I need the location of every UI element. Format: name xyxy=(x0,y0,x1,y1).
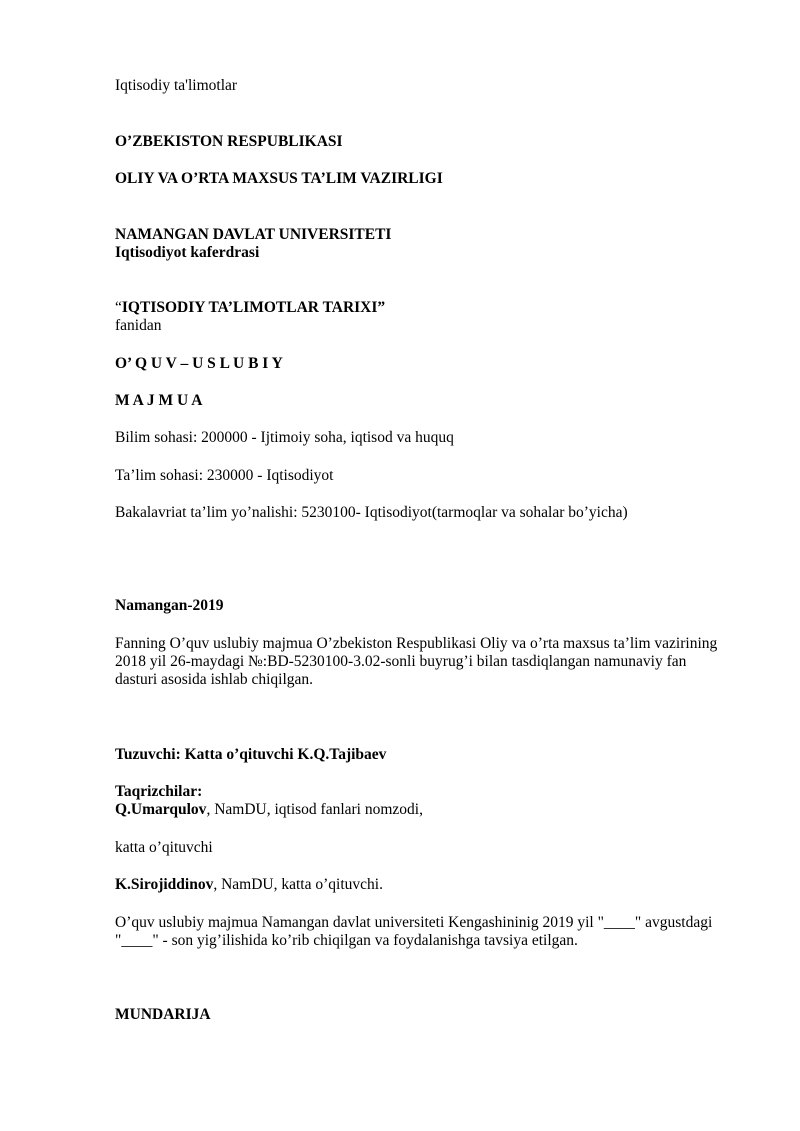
reviewer-1 xyxy=(115,801,423,819)
approval-note-line: Fanning O’quv uslubiy majmua O’zbekiston Respublikasi Oliy va o’rta maxsus ta’lim vazirining xyxy=(115,635,718,652)
doc-type-line-1: O’ Q U V – U S L U B I Y xyxy=(115,355,283,372)
subject-title xyxy=(115,299,385,317)
reviewer-1-name: Q.Umarqulov xyxy=(115,801,207,818)
reviewer-2 xyxy=(115,876,383,894)
reviewers-heading: Taqrizchilar: xyxy=(115,783,203,800)
department-name: Iqtisodiyot kaferdrasi xyxy=(115,244,260,261)
contents-heading: MUNDARIJA xyxy=(115,1006,211,1023)
doc-type-line-2: M A J M U A xyxy=(115,392,203,409)
subject-open-quote: “ xyxy=(115,299,122,316)
council-note-line: O’quv uslubiy majmua Namangan davlat universiteti Kengashininig 2019 yil "____" avgustdagi xyxy=(115,914,713,931)
council-note-line: "____" - son yig’ilishida ko’rib chiqilgan va foydalanishga tavsiya etilgan. xyxy=(115,932,578,949)
approval-note-line: 2018 yil 26-maydagi №:BD-5230100-3.02-sonli buyrug’i bilan tasdiqlangan namunaviy fan xyxy=(115,653,687,670)
reviewer-2-name: K.Sirojiddinov xyxy=(115,876,214,893)
subject-name: IQTISODIY TA’LIMOTLAR TARIXI” xyxy=(121,299,386,316)
education-area: Ta’lim sohasi: 230000 - Iqtisodiyot xyxy=(115,467,334,484)
republic-name: O’ZBEKISTON RESPUBLIKASI xyxy=(115,133,343,150)
running-title: Iqtisodiy ta'limotlar xyxy=(115,77,238,94)
reviewer-1-details: , NamDU, iqtisod fanlari nomzodi, xyxy=(206,801,423,818)
bachelor-direction: Bakalavriat ta’lim yo’nalishi: 5230100- Iqtisodiyot(tarmoqlar va sohalar bo’yicha) xyxy=(115,504,628,521)
place-year: Namangan-2019 xyxy=(115,597,224,614)
subject-suffix: fanidan xyxy=(115,317,162,334)
author: Tuzuvchi: Katta o’qituvchi K.Q.Tajibaev xyxy=(115,746,387,763)
approval-note-line: dasturi asosida ishlab chiqilgan. xyxy=(115,671,314,688)
reviewer-2-details: , NamDU, katta o’qituvchi. xyxy=(213,876,383,893)
reviewer-1-position: katta o’qituvchi xyxy=(115,839,213,856)
knowledge-area: Bilim sohasi: 200000 - Ijtimoiy soha, iqtisod va huquq xyxy=(115,429,454,446)
ministry-name: OLIY VA O’RTA MAXSUS TA’LIM VAZIRLIGI xyxy=(115,170,443,187)
university-name: NAMANGAN DAVLAT UNIVERSITETI xyxy=(115,226,392,243)
